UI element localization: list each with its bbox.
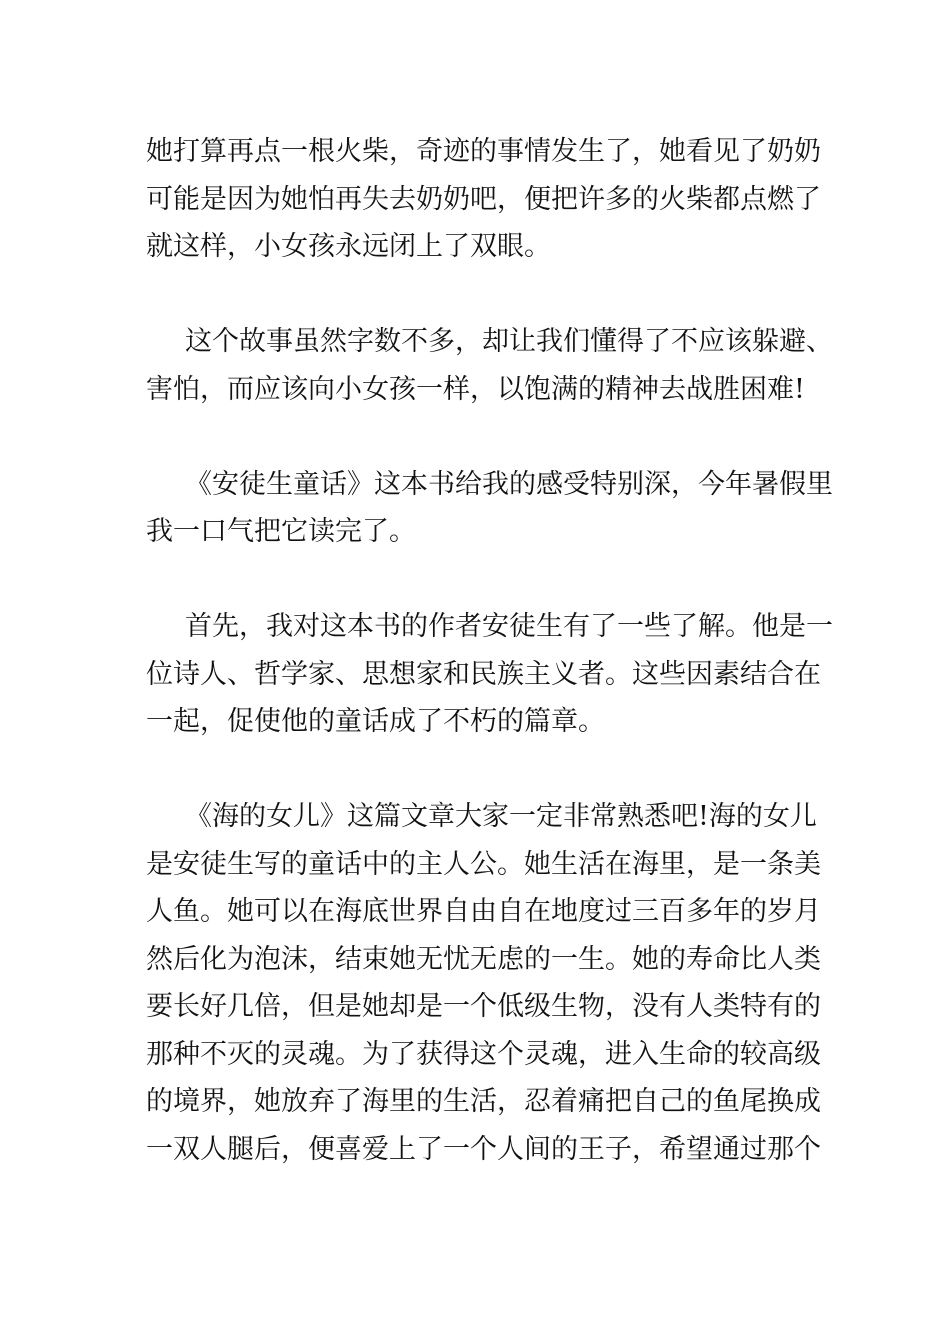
paragraph-3 (146, 461, 833, 556)
text-line: 人鱼。她可以在海底世界自由自在地度过三百多年的岁月 (146, 896, 821, 927)
text-line: 我一口气把它读完了。 (146, 516, 416, 547)
paragraph-spacer (146, 556, 816, 604)
text-line: 一双人腿后，便喜爱上了一个人间的王子，希望通过那个 (146, 1133, 821, 1165)
text-line: 可能是因为她怕再失去奶奶吧，便把许多的火柴都点燃了 (146, 183, 821, 215)
text-line: 一起，促使他的童话成了不朽的篇章。 (146, 706, 605, 737)
paragraph-2 (146, 318, 833, 413)
text-line: 害怕，而应该向小女孩一样，以饱满的精神去战胜困难! (146, 373, 805, 405)
text-line: 的境界，她放弃了海里的生活，忍着痛把自己的鱼尾换成 (146, 1086, 821, 1117)
text-line: 她打算再点一根火柴，奇迹的事情发生了，她看见了奶奶 (146, 136, 821, 167)
paragraph-spacer (146, 271, 816, 319)
paragraph-1 (146, 128, 821, 271)
paragraph-spacer (146, 413, 816, 461)
text-line: 要长好几倍，但是她却是一个低级生物，没有人类特有的 (146, 991, 821, 1022)
paragraph-4 (146, 603, 833, 746)
text-line: 《安徒生童话》这本书给我的感受特别深，今年暑假里 (185, 468, 833, 500)
document-body (146, 128, 833, 1173)
paragraph-5 (146, 793, 821, 1173)
text-line: 首先，我对这本书的作者安徒生有了一些了解。他是一 (185, 611, 833, 642)
text-line: 这个故事虽然字数不多，却让我们懂得了不应该躲避、 (185, 326, 833, 357)
text-line: 是安徒生写的童话中的主人公。她生活在海里，是一条美 (146, 848, 821, 880)
text-line: 那种不灭的灵魂。为了获得这个灵魂，进入生命的较高级 (146, 1038, 821, 1070)
text-line: 然后化为泡沫，结束她无忧无虑的一生。她的寿命比人类 (146, 943, 821, 975)
text-line: 位诗人、哲学家、思想家和民族主义者。这些因素结合在 (146, 658, 821, 690)
paragraph-spacer (146, 746, 816, 794)
text-line: 《海的女儿》这篇文章大家一定非常熟悉吧!海的女儿 (185, 801, 817, 832)
text-line: 就这样，小女孩永远闭上了双眼。 (146, 231, 551, 262)
